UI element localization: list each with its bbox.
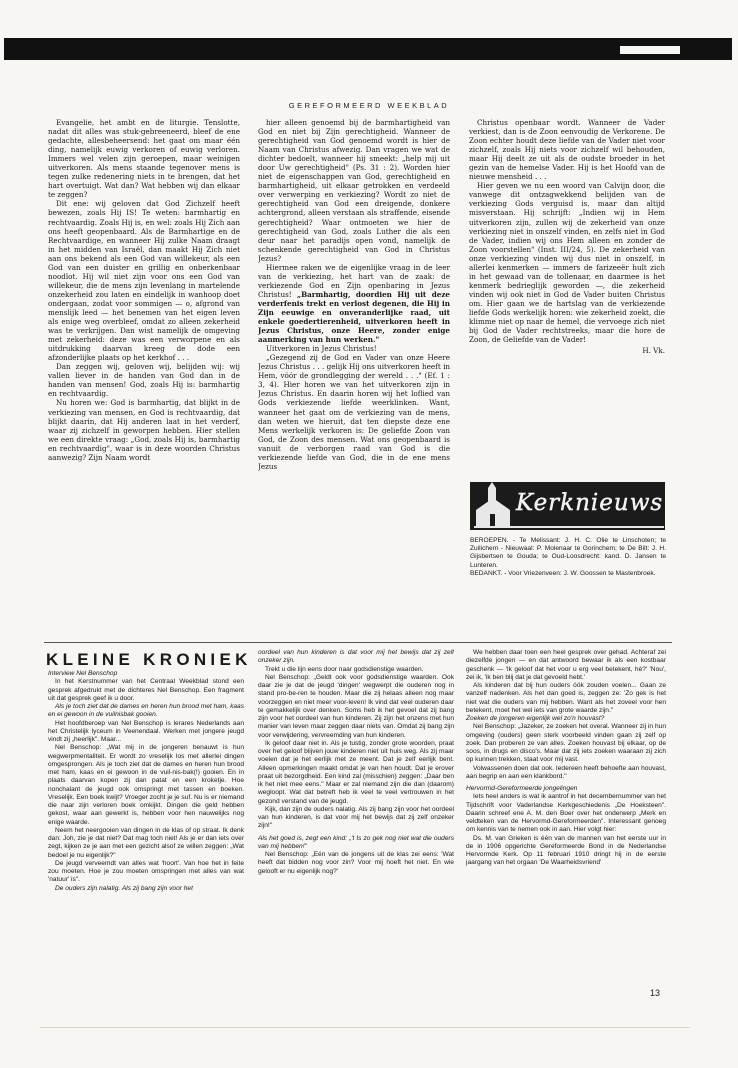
paragraph: Kijk, dan zijn de ouders nalatig. Als zij bang zijn voor het oordeel van hun kinderen, is dat voor mij het bewijs dat zij zelf onzeker zijn!" <box>258 805 454 830</box>
article-column-3 <box>469 118 665 474</box>
kroniek-column-1 <box>48 670 244 978</box>
paragraph: Ik geloof daar niet in. Als je tustig, zonder grote woorden, praat over het geloof blijven jouw kinderen niet uit huis weg. Als zij maar voelen dat je het eerlijk met ze meent. Dat je zelf eerlijk bent. Alleen opmerkingen maakt omdat je van hen houdt. Dat je erover praat uit bezorgdheid. Een kind zal (misschien) zeggen: „Daar ben ik het niet mee eens." Maar er zal niemand zijn die dan (daarom) wegloopt. Wat dat betreft heb ik veel te veel vertrouwen in het gezond verstand van de jeugd. <box>258 739 454 805</box>
article-column-1 <box>48 118 240 644</box>
italic-quote: Als het goed is, zegt een kind: „'t Is zo gek nog niet wat die ouders van mij hebben!" <box>258 834 454 850</box>
paragraph: Nel Benschop: „Wat mij in de jongeren benauwt is hun wegwerpmentaliteit. Er wordt zo vreselijk los met allerlei dingen omgesprongen. Als je toch ziet dat de dames en heren hun brood met ham, kaas en ei gewoon in de vuil-nis-bak(!) gooien. En in plaats daarvan kopen zij dan patat en een kroketje. Hoe nonchalant de jeugd ook omspringt met tassen en boeken. Vreselijk. Een boek kwijt? Vroeger zocht je je suf. Nu is er niemand die naar zijn verloren boek omkijkt. Dingen die geld hebben gekost, waar aan gewerkt is, hebben voor hen nauwelijks nog enige waarde. <box>48 744 244 826</box>
paragraph: Nu horen we: God is barmhartig, dat blijkt in de verkiezing van mensen, en God is rechtvaardig, dat blijkt daarin, dat Hij anderen laat in het verderf, waar zij zichzelf in geworpen hebben. Hier stellen we een direkte vraag: „God, zoals Hij is, barmhartig en rechtvaardig", waar is in deze woorden Christus aanwezig? Zijn Naam wordt <box>48 398 240 462</box>
paragraph: Dit ene: wij geloven dat God Zichzelf heeft bewezen, zoals Hij IS! Te weten: barmhartig en rechtvaardig. Zoals Hij is, en wel: zoals Hij Zich aan ons heeft geopenbaard. Als de Barmhartige en de Rechtvaardige, en wanneer Hij zulke Naam draagt in het midden van Israël, dan maakt Hij Zich niet aan ons bekend als een God van willekeur, als een God van een duister en grillig en onberkenbaar noodlot. Hij wil niet zijn voor ons een God van willekeur, die de mens zijn levenlang in martelende onzekerheid zou laten en eindelijk in wanhoop doet ondergaan, zodat voor sommigen — o, afgrond van menslijk leed — het benemen van het eigen leven als enige weg overbleef, omdat zo alleen zekerheid was te verkrijgen. Dan wist namelijk de omgeving met zekerheid: deze was een verworpene en als uitdrukking daarvan kreeg de dode een afzonderlijke plaats op het kerkhof . . . <box>48 199 240 363</box>
paragraph: Dan zeggen wij, geloven wij, belijden wij: wij vallen liever in de handen van God dan in de handen van mensen! God, zoals Hij is: barmhartig en rechtvaardig. <box>48 362 240 399</box>
paragraph <box>258 263 450 344</box>
paragraph: Volwassenen doen dat ook. Iedereen heeft behoefte aan houvast, aan begrip en aan een klankbord." <box>466 764 666 780</box>
kroniek-column-3 <box>466 649 666 979</box>
paragraph: De jeugd verveemdt van alles wat 'hoort'. Van hoe het in feite zou moeten. Hoe je zou moeten omspringen met alles van wat 'natuur' is". <box>48 859 244 884</box>
paragraph: Hier geven we nu een woord van Calvijn door, die vanwege dit ontzagwekkend belijden van de verkiezing Gods verguisd is, maar dan altijd misverstaan. Hij schrijft: „Indien wij in Hem uitverkoren zijn, zullen wij de zekerheid van onze verkiezing niet in onszelf vinden, en zelfs niet in God de Vader, indien wij ons Hem alleen en zonder de Zoon voorstellen" (Inst. III/24, 5). De zekerheid van onze verkiezing vinden wij dus niet in onszelf, in allerlei kenmerken — immers de farizeeër hult zich in het gewaad van de tollenaar, en daarmee is het kenmerk bedrieglijk geworden —, die zekerheid vinden wij ook niet in God de Vader buiten Christus om. Hier gaan we de hartslag van de verkiezende liefde Gods werkelijk horen: wie zekerheid zoekt, die klimme niet op naar de hemel, die vervoege zich niet bij God de Vader rechtstreeks, maar die hore de Zoon, de Geliefde van de Vader! <box>469 181 665 345</box>
bedankt-text: BEDANKT. - Voor Vriezenveen: J. W. Goossen te Mastenbroek. <box>470 569 656 577</box>
italic-quote: Als je toch ziet dat de dames en heren hun brood met ham, kaas en ei gewoon in de vuilnisbak gooien. <box>48 703 244 719</box>
section-title: KLEINE KRONIEK <box>46 650 252 669</box>
logo-text: Kerknieuws <box>516 490 664 516</box>
paragraph: Iets heel anders is wat ik aantrof in het decembernummer van het Tijdschrift voor Vaderlandse Kerkgeschiedenis „De Hoeksteen". Daarin schreef ene A. M. den Boer over het onderwerp „Merk en veldteken van de Hervormd-Gereformeerden". Interessant genoeg om kennis van te nemen ook in aan. Hier volgt hier: <box>466 793 666 834</box>
paragraph: Evangelie, het ambt en de liturgie. Tenslotte, nadat dit alles was stuk-gebreeneerd, bleef de ene gedachte, allesbeheersend: het gaat om maar één ding, namelijk euwig verkoren of euwig verloren. Immers wel velen zijn geroepen, maar weinigen uitverkoren. Als mens staande tegenover mens is tegen zulke redenering niets in te brengen, dat het hart overtuigt. Wat dan? Wat hebben wij dan elkaar te zeggen? <box>48 118 240 200</box>
paragraph: In het Kerstnummer van het Centraal Weekblad stond een gesprek afgedrukt met de dichteres Nel Benschop. Een fragment uit dat gesprek geef ik u door. <box>48 678 244 702</box>
paragraph: Het hoofdberoep van Nel Benschop is lerares Nederlands aan het Christelijk lyceum in Veenendaal. Werken met jongere jeugd vindt zij „heerlijk". Maar... <box>48 719 244 743</box>
kerknieuws-logo <box>470 482 665 530</box>
paragraph: Trekt u die lijn eens door naar godsdienstige waarden. <box>265 665 424 673</box>
paragraph: Nel Benschop: „Eén van de jongens uit de klas zei eens: 'Wat heeft dat bidden nog voor zin? Voor mij hoeft het niet. En wie gelooft er nu eigenlijk nog?' <box>258 851 454 875</box>
bottom-edge-line <box>40 1027 690 1028</box>
subheading: Interview Nel Benschop <box>48 670 118 677</box>
kerknieuws-announcements <box>470 537 666 578</box>
italic-quote: De ouders zijn nalatig. Als zij bang zijn voor het <box>55 884 193 892</box>
paragraph: We hebben daar toen een heel gesprek over gehad. Achteraf zei diezelfde jongen — en dat antwoord bewaar ik als een kostbaar geschenk — 'Ik geloof dat het voor u erg veel betekent, hè?' 'Nou', zei ik, 'ik ben blij dat je dat gevoeld hebt.' <box>466 649 666 681</box>
paragraph: Neem het neergooien van dingen in de klas of op straat. Ik denk dan: Joh, zie je dat niet? Dat mag toch niet! Als je er dan iets over zegt, kijken ze je aan met een gezicht alsof ze willen zeggen: „Wat bedoel je nu eigenlijk?" <box>48 826 244 859</box>
paragraph: Nel Benschop: „Jazeker, ze zoeken het overal. Wanneer zij in hun omgeving (ouders) geen sterk voorbeeld vinden gaan zij zelf op zoek. Dan proberen ze van alles. Zoeken houvast bij elkaar, op de soos, in drugs en disco's. Maar dat zij iets zoeken waaraan zij zich op kunnen trekken, staat voor mij vast. <box>466 723 666 764</box>
kroniek-column-2 <box>258 649 454 979</box>
paragraph: Christus openbaar wordt. Wanneer de Vader verkiest, dan is de Zoon eenvoudig de Verkorene. De Zoon echter houdt deze liefde van de Vader niet voor zichzelf, zoals Hij niets voor zichzelf wil behouden, maar Hij deelt ze uit als de oudste broeder in het gezin van de hemelse Vader. Hij is het Hoofd van de nieuwe mensheid . . . <box>469 118 665 182</box>
paragraph: Ds. M. van Grieken is één van de mannen van het eerste uur in de in 1906 opgerichte Gereformeerde Bond in de Nederlandse Hervormde Kerk. Op 11 februari 1910 dringt hij in de eerste jaargang van het orgaan 'De Waarheidsvriend' <box>466 834 666 867</box>
paragraph: „Gezegend zij de God en Vader van onze Heere Jezus Christus . . . gelijk Hij ons uitverkoren heeft in Hem, vóór de grondlegging der wereld . . ." (Ef. 1 : 3, 4). Hier horen we van het uitverkoren zijn in Jezus Christus. En daarin horen wij het loflied van Gods verkiezende liefde weerklinken. Want, wanneer het gaat om de verkiezing van de mens, dan weten we hieruit, dat ten diepste deze ene Mens werkelijk verkoren is: De geliefde Zoon van God, de Zoon des mensen. Wat ons geopenbaard is vanuit de verborgen raad van God is die verkiezende liefde van God, die in de ene mens Jezus <box>258 353 450 471</box>
bold-quote: „Barmhartig, doordien Hij uit deze verderfenis trekt en verlost degenen, die Hij in Zijn eeuwige en onveranderlijke raad, uit enkele goedertierenheid, uitverkoren heeft in Jezus Christus, onze Heere, zonder enige aanmerking van hun werken." <box>258 289 450 345</box>
paragraph: Als kinderen dat bij hun ouders óók zouden voelen... Gaan ze vanzelf nadenken. Als het dan goed is, zeggen ze: 'Zo gek is het niet wat die ouders van mij hebben. Want als het zoveel voor hen betekent, moet het wel iets van grote waarde zijn." <box>466 682 666 714</box>
paragraph: hier alleen genoemd bij de barmhartigheid van God en niet bij Zijn gerechtigheid. Wanneer de gerechtigheid van God genoemd wordt is hier de Naam van Christus afwezig. Dan vragen we wat de dichter bedoelt, wanneer hij smeekt: „help mij uit door Uw gerechtigheid" (Ps. 31 : 2). Worden hier niet de eigenschappen van God, gerechtigheid en barmhartigheid, uit elkaar getrokken en verdeeld over verwerping en verkiezing? Wordt zo niet de gerechtigheid van God een dreigende, donkere achtergrond, alleen verstaan als straffende, eisende gerechtigheid? Waar ontmoeten we hier de gerechtigheid van God, zoals Luther die als een deur naar het paradijs open vond, namelijk de schenkende gerechtigheid van God in Christus Jezus? <box>258 118 450 263</box>
page-number: 13 <box>650 988 661 998</box>
running-header: GEREFORMEERD WEEKBLAD <box>288 101 450 110</box>
italic-subheading: Zoeken de jongeren eigenlijk wel zo'n houvast? <box>466 715 605 722</box>
beroepen-text: BEROEPEN. - Te Melissant: J. H. C. Olie te Linschoten; te Zuilichem - Nieuwaal: P. Molenaar te Gorinchem; te De Bilt: J. H. Gijsbertsen te Gouda; te Oud-Loosdrecht: kand. D. Jansen te Lunteren. <box>470 537 666 569</box>
section-divider <box>44 642 672 643</box>
italic-quote: oordeel van hun kinderen is dat voor mij het bewijs dat zij zelf onzeker zijn. <box>258 649 454 665</box>
top-bar-gap <box>620 46 680 54</box>
author-signature: H. Vk. <box>642 346 665 356</box>
italic-subheading: Hervormd-Gereformeerde jongelingen <box>466 785 578 792</box>
article-column-2 <box>258 118 450 644</box>
paragraph-text: Hiermee raken we de eigenlijke vraag in de leer van de verkiezing, het hart van de zaak: de verkiezende God en Zijn openbaring in Jezus Christus! <box>258 262 450 299</box>
paragraph: Nel Benschop: „Geldt ook voor godsdienstige waarden. Ook daar zie je dat de jeugd 'dingen' wegwerpt die ouderen nog in stand pro-be-ren te houden. Maar die zij helaas alleen nog maar voorzeggen en niet meer voor-leven! Ik vind dat veel ouderen daar te gemakkelijk over denken. Soms heb ik het gevoel dat zij bang zijn voor het oordeel van hun kinderen. Zij zijn het onzens met hun manier van leven maar zeggen daar niets van. Omdat zij bang zijn voor verwijdering, vervreemding van hun kinderen. <box>258 673 454 739</box>
paragraph: Uitverkoren in Jezus Christus! <box>266 344 377 354</box>
